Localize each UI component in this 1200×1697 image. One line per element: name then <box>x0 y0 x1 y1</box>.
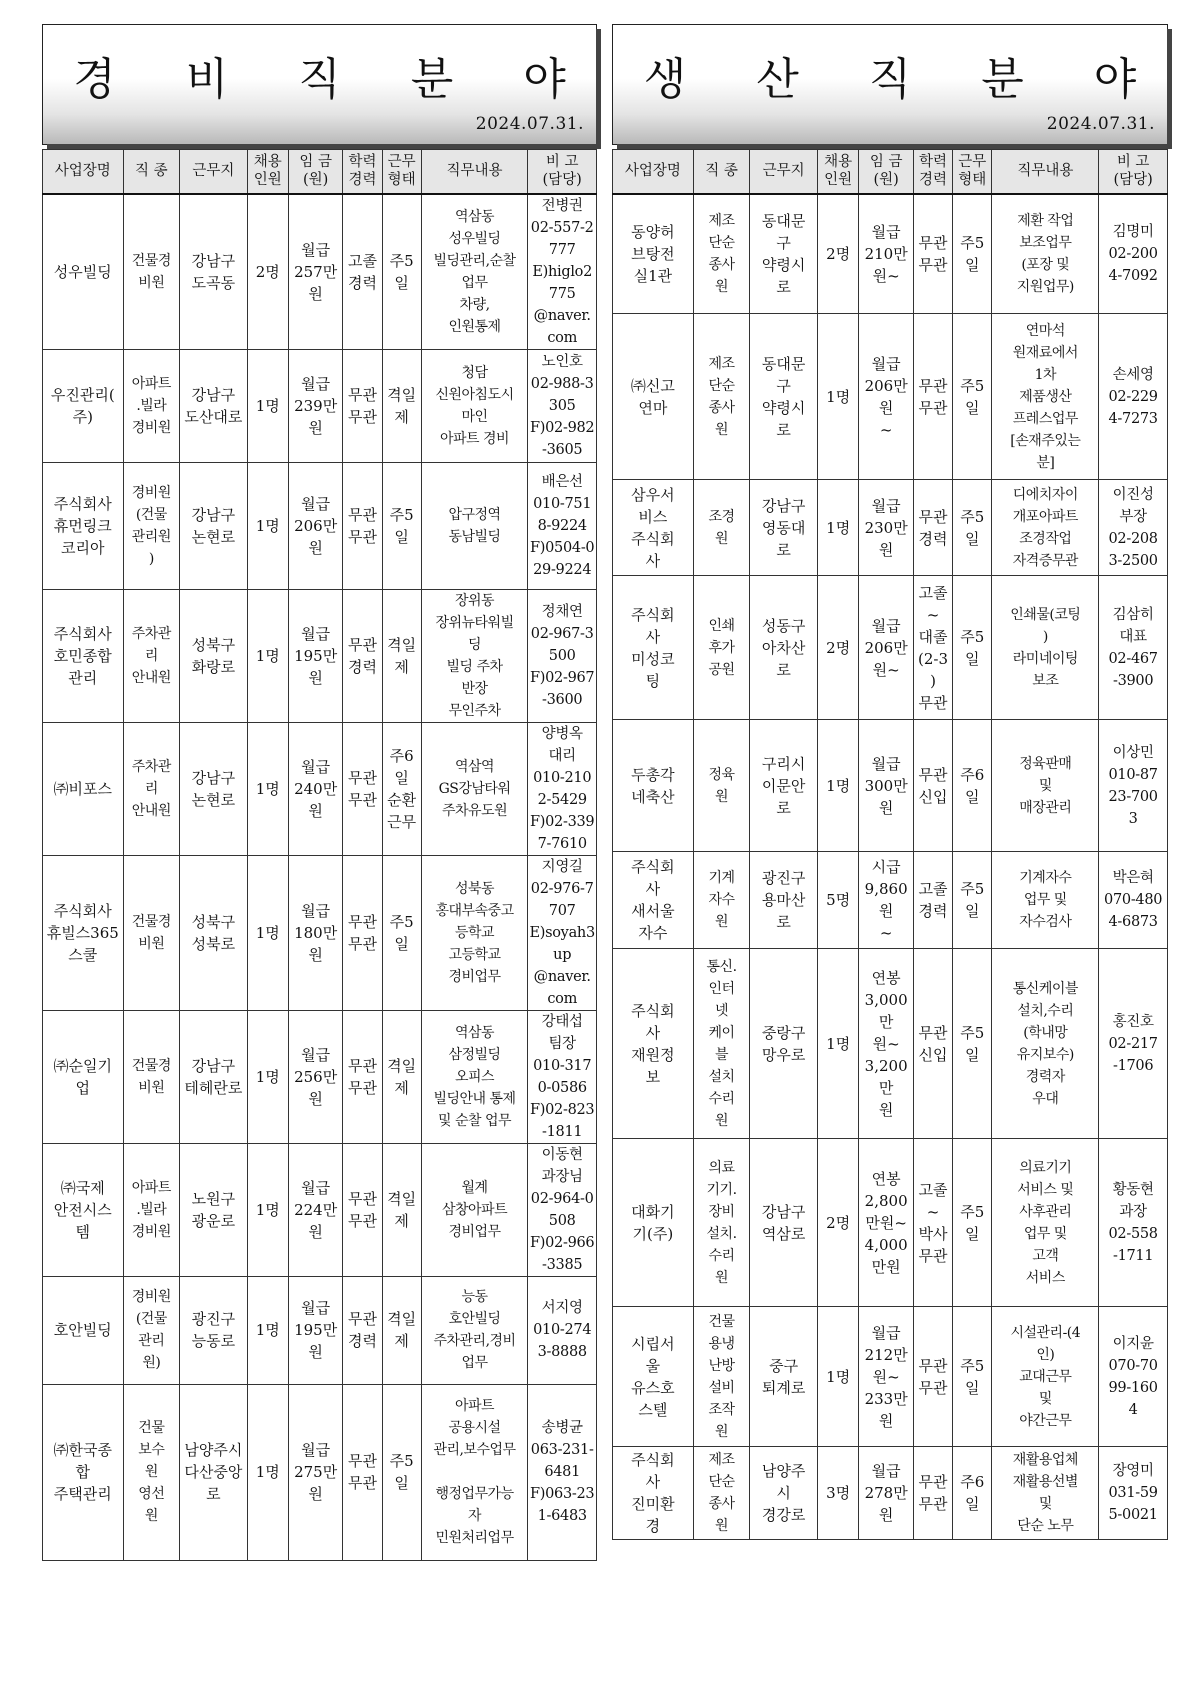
column-header-location: 근무지 <box>750 150 818 194</box>
education-career-cell: 무관 무관 <box>913 1307 952 1447</box>
wage-cell: 월급 180만 원 <box>288 855 342 1010</box>
location-cell: 성북구 화랑로 <box>180 589 247 722</box>
wage-cell: 월급 206만 원 <box>288 462 342 589</box>
section-date: 2024.07.31. <box>1046 114 1155 134</box>
education-career-cell: 무관 무관 <box>343 462 382 589</box>
openings-cell: 1명 <box>247 349 288 462</box>
openings-cell: 2명 <box>817 1139 858 1307</box>
job-type-cell: 의료 기기. 장비 설치. 수리 원 <box>693 1139 750 1307</box>
table-row <box>43 722 597 855</box>
work-type-cell: 주5 일 <box>953 314 992 480</box>
duties-cell: 인쇄물(코팅 ) 라미네이팅 보조 <box>992 576 1099 720</box>
education-career-cell: 무관 무관 <box>343 1143 382 1276</box>
contact-cell: 지영길 02-976-7 707 E)soyah3 up @naver. com <box>528 855 597 1010</box>
table-row <box>43 855 597 1010</box>
section-title: 경 비 직 분 야 <box>73 54 594 105</box>
company-cell: 주식회 사 미성코 팅 <box>613 576 694 720</box>
security-jobs-banner <box>42 24 597 145</box>
table-row <box>613 720 1168 852</box>
location-cell: 중랑구 망우로 <box>750 949 818 1139</box>
contact-cell: 전병권 02-557-2 777 E)higlo2 775 @naver. com <box>528 194 597 350</box>
company-cell: 두총각 네축산 <box>613 720 694 852</box>
job-type-cell: 제조 단순 종사 원 <box>693 1447 750 1540</box>
table-row <box>613 1307 1168 1447</box>
wage-cell: 월급 275만 원 <box>288 1384 342 1560</box>
banner-shadow <box>596 29 601 149</box>
education-career-cell: 무관 무관 <box>343 855 382 1010</box>
education-career-cell: 무관 신입 <box>913 949 952 1139</box>
duties-cell: 재활용업체 재활용선별 및 단순 노무 <box>992 1447 1099 1540</box>
contact-cell: 이지윤 070-70 99-160 4 <box>1099 1307 1168 1447</box>
work-type-cell: 주5 일 <box>382 194 421 350</box>
openings-cell: 2명 <box>817 194 858 314</box>
wage-cell: 월급 239만 원 <box>288 349 342 462</box>
education-career-cell: 무관 무관 <box>913 194 952 314</box>
duties-cell: 능동 호안빌딩 주차관리,경비 업무 <box>421 1276 528 1384</box>
education-career-cell: 무관 무관 <box>343 349 382 462</box>
table-row <box>43 1143 597 1276</box>
work-type-cell: 격일 제 <box>382 349 421 462</box>
column-header-education-career: 학력 경력 <box>913 150 952 194</box>
location-cell: 강남구 테헤란로 <box>180 1010 247 1143</box>
wage-cell: 월급 230만원 <box>859 480 914 576</box>
table-row <box>613 852 1168 949</box>
education-career-cell: 무관 무관 <box>343 722 382 855</box>
company-cell: 주식회사 휴먼링크 코리아 <box>43 462 124 589</box>
company-cell: 성우빌딩 <box>43 194 124 350</box>
table-row <box>613 949 1168 1139</box>
location-cell: 강남구 도곡동 <box>180 194 247 350</box>
openings-cell: 1명 <box>247 855 288 1010</box>
contact-cell: 정채연 02-967-3 500 F)02-967 -3600 <box>528 589 597 722</box>
contact-cell: 배은선 010-751 8-9224 F)0504-0 29-9224 <box>528 462 597 589</box>
location-cell: 노원구 광운로 <box>180 1143 247 1276</box>
openings-cell: 1명 <box>247 1384 288 1560</box>
column-header-company: 사업장명 <box>613 150 694 194</box>
wage-cell: 월급 256만 원 <box>288 1010 342 1143</box>
column-header-job-type: 직 종 <box>123 150 180 194</box>
table-header-row <box>43 150 597 194</box>
table-row <box>613 194 1168 314</box>
wage-cell: 월급 224만 원 <box>288 1143 342 1276</box>
company-cell: 주식회 사 재원정 보 <box>613 949 694 1139</box>
education-career-cell: 무관 신입 <box>913 720 952 852</box>
location-cell: 구리시 이문안 로 <box>750 720 818 852</box>
duties-cell: 역삼동 삼정빌딩 오피스 빌딩안내 통제 및 순찰 업무 <box>421 1010 528 1143</box>
openings-cell: 1명 <box>817 1307 858 1447</box>
job-type-cell: 건물경 비원 <box>123 855 180 1010</box>
duties-cell: 월계 삼창아파트 경비업무 <box>421 1143 528 1276</box>
openings-cell: 1명 <box>247 589 288 722</box>
security-jobs-table <box>42 149 597 1561</box>
location-cell: 강남구 논현로 <box>180 462 247 589</box>
company-cell: 호안빌딩 <box>43 1276 124 1384</box>
table-header-row <box>613 150 1168 194</box>
company-cell: 주식회사 호민종합 관리 <box>43 589 124 722</box>
company-cell: 대화기 기(주) <box>613 1139 694 1307</box>
education-career-cell: 고졸 경력 <box>913 852 952 949</box>
openings-cell: 1명 <box>817 314 858 480</box>
duties-cell: 역삼동 성우빌딩 빌딩관리,순찰 업무 차량, 인원통제 <box>421 194 528 350</box>
job-type-cell: 제조 단순 종사 원 <box>693 314 750 480</box>
contact-cell: 서지영 010-274 3-8888 <box>528 1276 597 1384</box>
job-type-cell: 통신. 인터 넷 케이 블 설치 수리 원 <box>693 949 750 1139</box>
company-cell: 동양허 브탕전 실1관 <box>613 194 694 314</box>
openings-cell: 1명 <box>247 1143 288 1276</box>
contact-cell: 박은혀 070-480 4-6873 <box>1099 852 1168 949</box>
duties-cell: 의료기기 서비스 및 사후관리 업무 및 고객 서비스 <box>992 1139 1099 1307</box>
duties-cell: 기계자수 업무 및 자수검사 <box>992 852 1099 949</box>
openings-cell: 2명 <box>247 194 288 350</box>
duties-cell: 성북동 홍대부속중고 등학교 고등학교 경비업무 <box>421 855 528 1010</box>
wage-cell: 월급 240만 원 <box>288 722 342 855</box>
job-type-cell: 제조 단순 종사 원 <box>693 194 750 314</box>
education-career-cell: 무관 무관 <box>343 1384 382 1560</box>
wage-cell: 월급 212만 원~ 233만 원 <box>859 1307 914 1447</box>
job-type-cell: 건물 보수 원 영선 원 <box>123 1384 180 1560</box>
column-header-company: 사업장명 <box>43 150 124 194</box>
wage-cell: 월급 278만 원 <box>859 1447 914 1540</box>
job-type-cell: 아파트 .빌라 경비원 <box>123 349 180 462</box>
column-header-education-career: 학력 경력 <box>343 150 382 194</box>
column-header-job-type: 직 종 <box>693 150 750 194</box>
location-cell: 광진구 능동로 <box>180 1276 247 1384</box>
wage-cell: 월급 206만원 ~ <box>859 314 914 480</box>
contact-cell: 강태섭 팀장 010-317 0-0586 F)02-823 -1811 <box>528 1010 597 1143</box>
contact-cell: 김삼히 대표 02-467 -3900 <box>1099 576 1168 720</box>
openings-cell: 1명 <box>247 722 288 855</box>
education-career-cell: 무관 무관 <box>913 1447 952 1540</box>
education-career-cell: 고졸 경력 <box>343 194 382 350</box>
education-career-cell: 무관 경력 <box>343 589 382 722</box>
job-type-cell: 기계 자수 원 <box>693 852 750 949</box>
job-type-cell: 경비원 (건물 관리 원) <box>123 1276 180 1384</box>
location-cell: 중구 퇴계로 <box>750 1307 818 1447</box>
job-type-cell: 주차관 리 안내원 <box>123 722 180 855</box>
production-jobs-banner <box>612 24 1168 145</box>
column-header-work-type: 근무 형태 <box>953 150 992 194</box>
contact-cell: 이진성 부장 02-208 3-2500 <box>1099 480 1168 576</box>
openings-cell: 1명 <box>817 720 858 852</box>
company-cell: 주식회 사 새서울 자수 <box>613 852 694 949</box>
duties-cell: 역삼역 GS강남타워 주차유도원 <box>421 722 528 855</box>
work-type-cell: 주5 일 <box>953 194 992 314</box>
work-type-cell: 주5 일 <box>382 1384 421 1560</box>
table-row <box>43 462 597 589</box>
contact-cell: 이동현 과장님 02-964-0 508 F)02-966 -3385 <box>528 1143 597 1276</box>
production-jobs-section <box>612 24 1168 1535</box>
column-header-work-type: 근무 형태 <box>382 150 421 194</box>
wage-cell: 월급 195만 원 <box>288 589 342 722</box>
company-cell: 주식회 사 진미환 경 <box>613 1447 694 1540</box>
table-row <box>613 1447 1168 1540</box>
column-header-location: 근무지 <box>180 150 247 194</box>
company-cell: ㈜신고 연마 <box>613 314 694 480</box>
column-header-duties: 직무내용 <box>421 150 528 194</box>
location-cell: 동대문 구 약령시 로 <box>750 194 818 314</box>
location-cell: 동대문 구 약령시 로 <box>750 314 818 480</box>
column-header-contact: 비 고 (담당) <box>1099 150 1168 194</box>
contact-cell: 황동현 과장 02-558 -1711 <box>1099 1139 1168 1307</box>
work-type-cell: 주5 일 <box>953 949 992 1139</box>
wage-cell: 월급 300만 원 <box>859 720 914 852</box>
work-type-cell: 주6 일 순환 근무 <box>382 722 421 855</box>
work-type-cell: 주5 일 <box>953 1307 992 1447</box>
duties-cell: 아파트 공용시설 관리,보수업무 행정업무가능 자 민원처리업무 <box>421 1384 528 1560</box>
contact-cell: 이상민 010-87 23-700 3 <box>1099 720 1168 852</box>
education-career-cell: 고졸 ~ 박사 무관 <box>913 1139 952 1307</box>
section-date: 2024.07.31. <box>475 114 584 134</box>
work-type-cell: 격일 제 <box>382 1276 421 1384</box>
table-row <box>613 480 1168 576</box>
job-type-cell: 아파트 .빌라 경비원 <box>123 1143 180 1276</box>
production-jobs-table <box>612 149 1168 1540</box>
work-type-cell: 주5 일 <box>953 1139 992 1307</box>
wage-cell: 연봉 3,000만 원~ 3,200만 원 <box>859 949 914 1139</box>
company-cell: ㈜순일기 업 <box>43 1010 124 1143</box>
table-row <box>613 576 1168 720</box>
duties-cell: 장위동 장위뉴타워빌 딩 빌딩 주차 반장 무인주차 <box>421 589 528 722</box>
contact-cell: 송병균 063-231- 6481 F)063-23 1-6483 <box>528 1384 597 1560</box>
job-type-cell: 경비원 (건물 관리원 ) <box>123 462 180 589</box>
table-row <box>613 1139 1168 1307</box>
contact-cell: 손세영 02-229 4-7273 <box>1099 314 1168 480</box>
section-title: 생 산 직 분 야 <box>643 54 1165 105</box>
openings-cell: 1명 <box>817 949 858 1139</box>
job-type-cell: 주차관 리 안내원 <box>123 589 180 722</box>
location-cell: 광진구 용마산 로 <box>750 852 818 949</box>
company-cell: 주식회사 휴빌스365 스쿨 <box>43 855 124 1010</box>
duties-cell: 연마석 원재료에서 1차 제품생산 프레스업무 [손재주있는 분] <box>992 314 1099 480</box>
wage-cell: 연봉 2,800 만원~ 4,000 만원 <box>859 1139 914 1307</box>
work-type-cell: 격일 제 <box>382 1010 421 1143</box>
table-row <box>613 314 1168 480</box>
contact-cell: 홍진호 02-217 -1706 <box>1099 949 1168 1139</box>
education-career-cell: 고졸 ~ 대졸 (2-3 ) 무관 <box>913 576 952 720</box>
openings-cell: 2명 <box>817 576 858 720</box>
openings-cell: 1명 <box>247 1276 288 1384</box>
contact-cell: 장영미 031-59 5-0021 <box>1099 1447 1168 1540</box>
table-row <box>43 349 597 462</box>
location-cell: 강남구 영동대 로 <box>750 480 818 576</box>
education-career-cell: 무관 무관 <box>913 314 952 480</box>
location-cell: 강남구 논현로 <box>180 722 247 855</box>
education-career-cell: 무관 경력 <box>343 1276 382 1384</box>
table-row <box>43 194 597 350</box>
table-row <box>43 1276 597 1384</box>
table-row <box>43 1384 597 1560</box>
company-cell: ㈜한국종 합 주택관리 <box>43 1384 124 1560</box>
column-header-duties: 직무내용 <box>992 150 1099 194</box>
company-cell: 우진관리( 주) <box>43 349 124 462</box>
work-type-cell: 격일 제 <box>382 589 421 722</box>
column-header-wage: 임 금 (원) <box>288 150 342 194</box>
openings-cell: 3명 <box>817 1447 858 1540</box>
openings-cell: 5명 <box>817 852 858 949</box>
job-type-cell: 건물 용냉 난방 설비 조작 원 <box>693 1307 750 1447</box>
banner-shadow <box>1167 29 1172 149</box>
company-cell: ㈜비포스 <box>43 722 124 855</box>
wage-cell: 월급 206만 원~ <box>859 576 914 720</box>
openings-cell: 1명 <box>817 480 858 576</box>
company-cell: 시립서 울 유스호 스텔 <box>613 1307 694 1447</box>
work-type-cell: 주5 일 <box>953 576 992 720</box>
column-header-openings: 채용 인원 <box>817 150 858 194</box>
work-type-cell: 주5 일 <box>382 462 421 589</box>
work-type-cell: 주5 일 <box>953 852 992 949</box>
wage-cell: 월급 195만 원 <box>288 1276 342 1384</box>
work-type-cell: 주6 일 <box>953 720 992 852</box>
work-type-cell: 주6 일 <box>953 1447 992 1540</box>
work-type-cell: 주5 일 <box>953 480 992 576</box>
column-header-contact: 비 고 (담당) <box>528 150 597 194</box>
column-header-wage: 임 금 (원) <box>859 150 914 194</box>
company-cell: 삼우서 비스 주식회 사 <box>613 480 694 576</box>
job-type-cell: 정육 원 <box>693 720 750 852</box>
job-type-cell: 인쇄 후가 공원 <box>693 576 750 720</box>
location-cell: 남양주시 다산중앙 로 <box>180 1384 247 1560</box>
location-cell: 강남구 도산대로 <box>180 349 247 462</box>
security-jobs-section <box>42 24 597 1546</box>
openings-cell: 1명 <box>247 462 288 589</box>
work-type-cell: 격일 제 <box>382 1143 421 1276</box>
openings-cell: 1명 <box>247 1010 288 1143</box>
location-cell: 남양주 시 경강로 <box>750 1447 818 1540</box>
contact-cell: 노인호 02-988-3 305 F)02-982 -3605 <box>528 349 597 462</box>
education-career-cell: 무관 무관 <box>343 1010 382 1143</box>
duties-cell: 제환 작업 보조업무 (포장 및 지원업무) <box>992 194 1099 314</box>
job-type-cell: 조경 원 <box>693 480 750 576</box>
work-type-cell: 주5 일 <box>382 855 421 1010</box>
location-cell: 강남구 역삼로 <box>750 1139 818 1307</box>
job-type-cell: 건물경 비원 <box>123 1010 180 1143</box>
table-row <box>43 589 597 722</box>
duties-cell: 청담 신원아침도시 마인 아파트 경비 <box>421 349 528 462</box>
education-career-cell: 무관 경력 <box>913 480 952 576</box>
wage-cell: 월급 210만 원~ <box>859 194 914 314</box>
duties-cell: 시설관리-(4 인) 교대근무 및 야간근무 <box>992 1307 1099 1447</box>
table-row <box>43 1010 597 1143</box>
duties-cell: 정육판매 및 매장관리 <box>992 720 1099 852</box>
duties-cell: 압구정역 동남빌딩 <box>421 462 528 589</box>
location-cell: 성동구 아차산 로 <box>750 576 818 720</box>
wage-cell: 월급 257만 원 <box>288 194 342 350</box>
duties-cell: 통신케이블 설치,수리 (학내망 유지보수) 경력자 우대 <box>992 949 1099 1139</box>
contact-cell: 김명미 02-200 4-7092 <box>1099 194 1168 314</box>
location-cell: 성북구 성북로 <box>180 855 247 1010</box>
duties-cell: 디에치자이 개포아파트 조경작업 자격증무관 <box>992 480 1099 576</box>
wage-cell: 시급 9,860원 ~ <box>859 852 914 949</box>
company-cell: ㈜국제 안전시스 템 <box>43 1143 124 1276</box>
job-type-cell: 건물경 비원 <box>123 194 180 350</box>
contact-cell: 양병옥 대리 010-210 2-5429 F)02-339 7-7610 <box>528 722 597 855</box>
column-header-openings: 채용 인원 <box>247 150 288 194</box>
